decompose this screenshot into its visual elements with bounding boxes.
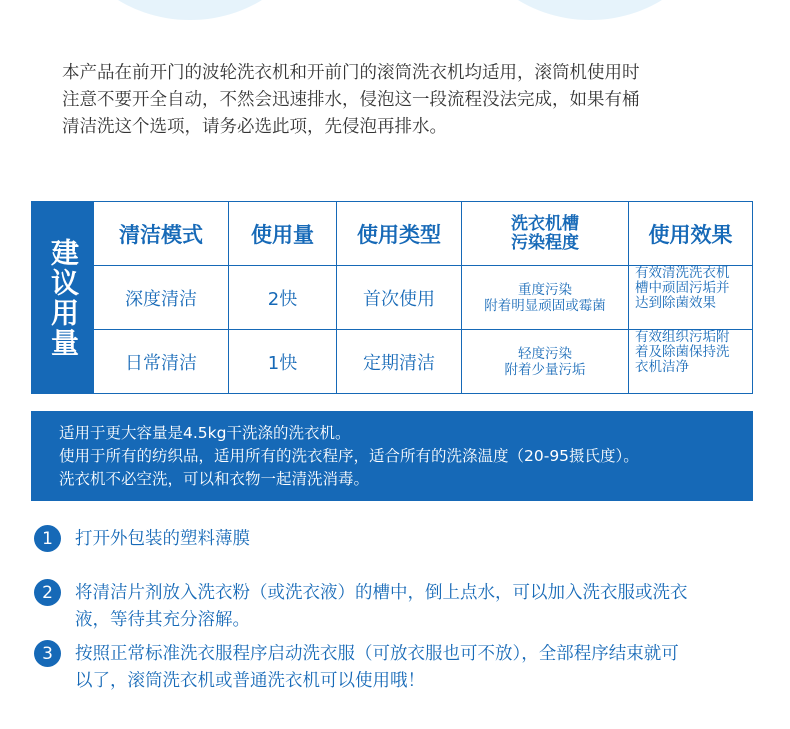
row-1-effect-line-3: 达到除菌效果 [635, 295, 716, 311]
row-1-pollution-line-2: 附着明显顽固或霉菌 [484, 297, 606, 314]
step-2-number-badge: 2 [34, 579, 61, 606]
row-2-pollution-line-2: 附着少量污垢 [504, 361, 586, 378]
row-2-pollution [462, 330, 629, 393]
row-2-effect [629, 330, 752, 393]
row-1-type: 首次使用 [337, 266, 462, 330]
row-2-effect-line-1: 有效组织污垢附 [635, 329, 730, 345]
step-2-text [75, 580, 745, 634]
step-3-number-badge: 3 [34, 640, 61, 667]
step-2-line-1: 将清洁片剂放入洗衣粉（或洗衣液）的槽中，倒上点水，可以加入洗衣服或洗衣 [75, 583, 688, 603]
header-effect: 使用效果 [629, 202, 752, 266]
row-1-mode: 深度清洁 [94, 266, 229, 330]
row-2-type: 定期清洁 [337, 330, 462, 393]
header-pollution [462, 202, 629, 266]
header-type: 使用类型 [337, 202, 462, 266]
intro-paragraph [62, 60, 742, 141]
row-2-mode: 日常清洁 [94, 330, 229, 393]
step-3-text [75, 641, 745, 695]
header-pollution-line-1: 洗衣机槽 [511, 213, 579, 234]
row-1-amount: 2快 [229, 266, 337, 330]
row-1-effect [629, 266, 752, 330]
info-banner [31, 411, 753, 501]
step-1-number-badge: 1 [34, 525, 61, 552]
row-1-effect-line-2: 槽中顽固污垢并 [635, 280, 730, 296]
header-mode: 清洁模式 [94, 202, 229, 266]
row-1-pollution [462, 266, 629, 330]
banner-line-2: 使用于所有的纺织品，适用所有的洗衣程序，适合所有的洗涤温度（20-95摄氏度）。 [59, 447, 639, 465]
row-1-pollution-line-1: 重度污染 [518, 281, 572, 298]
banner-line-3: 洗衣机不必空洗，可以和衣物一起清洗消毒。 [59, 470, 370, 488]
step-2-line-2: 液，等待其充分溶解。 [75, 610, 250, 630]
step-1-line-1: 打开外包装的塑料薄膜 [75, 529, 250, 549]
intro-line-2: 注意不要开全自动，不然会迅速排水，侵泡这一段流程没法完成，如果有桶 [62, 90, 640, 110]
banner-line-1: 适用于更大容量是4.5kg干洗涤的洗衣机。 [59, 424, 351, 442]
usage-side-label [32, 202, 94, 393]
usage-table [31, 201, 753, 394]
step-1-text [75, 526, 745, 553]
row-1-effect-line-1: 有效清洗洗衣机 [635, 265, 730, 281]
header-pollution-line-2: 污染程度 [511, 232, 579, 253]
intro-line-1: 本产品在前开门的波轮洗衣机和开前门的滚筒洗衣机均适用，滚筒机使用时 [62, 63, 640, 83]
row-2-effect-line-2: 着及除菌保持洗 [635, 344, 730, 360]
step-3-line-2: 以了，滚筒洗衣机或普通洗衣机可以使用哦！ [75, 671, 425, 691]
step-3-line-1: 按照正常标准洗衣服程序启动洗衣服（可放衣服也可不放），全部程序结束就可 [75, 644, 679, 664]
decor-circle-right [470, 0, 710, 20]
header-amount: 使用量 [229, 202, 337, 266]
row-2-effect-line-3: 衣机洁净 [635, 359, 689, 375]
decor-circle-left [70, 0, 310, 20]
intro-line-3: 清洁洗这个选项，请务必选此项，先侵泡再排水。 [62, 117, 447, 137]
row-2-amount: 1快 [229, 330, 337, 393]
usage-side-label-text: 建议用量 [47, 237, 80, 358]
row-2-pollution-line-1: 轻度污染 [518, 345, 572, 362]
